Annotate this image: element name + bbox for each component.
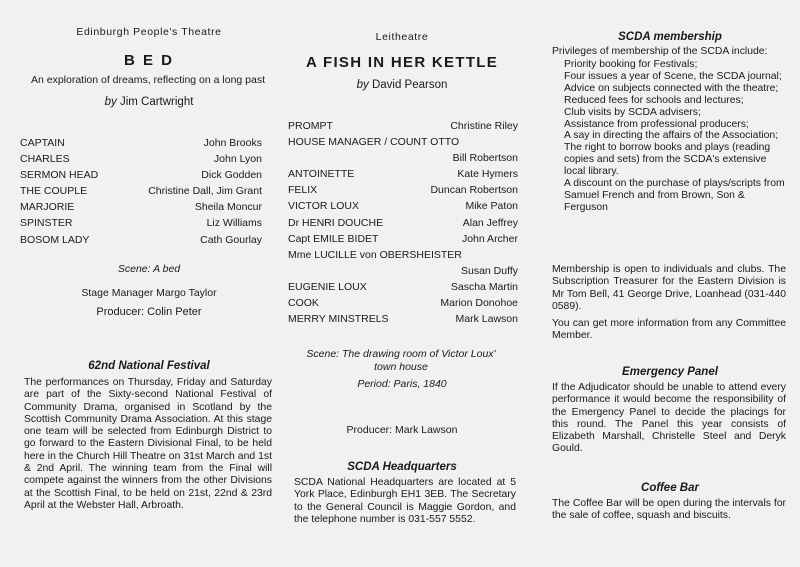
- cast-role: SPINSTER: [20, 217, 73, 230]
- cast-role: BOSOM LADY: [20, 233, 90, 246]
- privilege-item: A discount on the purchase of plays/scripts from Samuel French and from Brown, Son & Ferguson: [564, 178, 785, 213]
- cast-role: HOUSE MANAGER / COUNT OTTO: [288, 136, 460, 149]
- cast-row: [288, 134, 518, 150]
- cast-row: [288, 279, 518, 295]
- cast-actor: John Brooks: [203, 137, 262, 149]
- privilege-item: Four issues a year of Scene, the SCDA journal;: [564, 70, 782, 82]
- cast-list: [20, 135, 262, 248]
- cast-role: FELIX: [288, 184, 318, 197]
- membership-heading: SCDA membership: [618, 31, 722, 43]
- author-line: [18, 96, 280, 108]
- coffee-text: The Coffee Bar will be open during the intervals for the sale of coffee, squash and biscuits.: [552, 498, 786, 522]
- privilege-item: The right to borrow books and plays (reading copies and sets) from the SCDA's extensive local library.: [564, 142, 771, 178]
- theatre-name: Leitheatre: [375, 31, 429, 43]
- cast-actor: Duncan Robertson: [430, 184, 518, 197]
- play-title: A FISH IN HER KETTLE: [305, 54, 499, 71]
- cast-role: COOK: [288, 297, 319, 310]
- cast-row: [288, 118, 518, 134]
- cast-role: SERMON HEAD: [20, 169, 99, 182]
- privilege-item: Priority booking for Festivals;: [564, 59, 698, 70]
- cast-role: CHARLES: [20, 153, 70, 166]
- cast-role: EUGENIE LOUX: [288, 280, 367, 293]
- by-label: by: [104, 96, 117, 108]
- scene-line: Scene: The drawing room of Victor Loux' town house: [306, 348, 496, 373]
- cast-actor: Alan Jeffrey: [462, 216, 518, 229]
- cast-actor: Sascha Martin: [450, 280, 518, 293]
- membership-text: Membership is open to individuals and clubs. The Subscription Treasurer for the Eastern Division is Mr Tom Bell, 41 George Drive, Loanhead (031-440 0589).: [552, 264, 786, 312]
- cast-row: [288, 311, 518, 327]
- cast-actor: Marion Donohoe: [440, 297, 518, 310]
- cast-role: Capt EMILE BIDET: [288, 232, 379, 245]
- privilege-item: A say in directing the affairs of the Association;: [564, 130, 779, 142]
- cast-row: [288, 182, 518, 198]
- cast-role: MARJORIE: [20, 201, 75, 214]
- cast-actor: Christine Dall, Jim Grant: [148, 185, 262, 198]
- cast-list: [288, 118, 518, 327]
- cast-row: [20, 232, 262, 248]
- cast-actor: John Lyon: [213, 153, 262, 166]
- privileges-list: [552, 59, 788, 214]
- cast-role: MERRY MINSTRELS: [288, 313, 389, 326]
- emergency-heading: Emergency Panel: [622, 366, 718, 378]
- cast-row: [20, 151, 262, 167]
- membership-intro: Privileges of membership of the SCDA include:: [552, 46, 768, 57]
- cast-role: Mme LUCILLE von OBERSHEISTER: [288, 248, 462, 261]
- cast-actor: John Archer: [461, 232, 518, 245]
- cast-actor: Liz Williams: [206, 217, 262, 230]
- more-info-text: You can get more information from any Committee Member.: [552, 318, 786, 342]
- column-scda: [552, 0, 788, 567]
- producer-line: Producer: Colin Peter: [96, 306, 202, 318]
- column-bed: [18, 0, 280, 567]
- privilege-item: Reduced fees for schools and lectures;: [564, 94, 744, 106]
- cast-row: [20, 199, 262, 215]
- cast-row: [288, 215, 518, 231]
- cast-role: CAPTAIN: [20, 137, 65, 149]
- cast-actor: Susan Duffy: [460, 264, 518, 277]
- cast-row: [288, 231, 518, 247]
- author-name: Jim Cartwright: [119, 96, 194, 108]
- producer-line: Producer: Mark Lawson: [346, 424, 458, 436]
- cast-row: [288, 166, 518, 182]
- privilege-item: Advice on subjects connected with the theatre;: [564, 82, 779, 94]
- cast-actor: Cath Gourlay: [200, 233, 262, 246]
- author-name: David Pearson: [371, 79, 448, 91]
- cast-row: [288, 295, 518, 311]
- privilege-item: Club visits by SCDA advisers;: [564, 106, 701, 118]
- theatre-name: Edinburgh People's Theatre: [76, 26, 222, 38]
- cast-row: [288, 150, 518, 166]
- cast-actor: Christine Riley: [450, 120, 518, 132]
- cast-role: PROMPT: [288, 120, 333, 132]
- coffee-heading: Coffee Bar: [641, 482, 699, 494]
- privilege-item: Assistance from professional producers;: [564, 118, 749, 130]
- cast-actor: Mark Lawson: [455, 313, 518, 326]
- cast-row: [20, 167, 262, 183]
- emergency-text: If the Adjudicator should be unable to attend every performance it would become the responsibility of the Emergency Panel to decide the placings for this round. The Panel this year consists of Elizabeth Marshall, Christelle Steel and Deryk Gould.: [552, 382, 786, 455]
- cast-row: [20, 135, 262, 151]
- cast-actor: Sheila Moncur: [194, 201, 262, 214]
- author-line: [286, 79, 518, 91]
- cast-row: [288, 247, 518, 263]
- cast-row: [288, 198, 518, 214]
- period-line: Period: Paris, 1840: [357, 378, 447, 390]
- play-title: B E D: [123, 52, 174, 69]
- cast-role: Dr HENRI DOUCHE: [288, 216, 384, 229]
- cast-row: [20, 183, 262, 199]
- column-fish: [286, 0, 518, 567]
- cast-actor: Mike Paton: [465, 200, 518, 213]
- cast-actor: Bill Robertson: [452, 152, 518, 165]
- cast-role: ANTOINETTE: [288, 168, 355, 181]
- cast-actor: Dick Godden: [201, 169, 262, 182]
- by-label: by: [356, 79, 369, 91]
- cast-row: [288, 263, 518, 279]
- cast-role: THE COUPLE: [20, 185, 88, 198]
- cast-row: [20, 215, 262, 231]
- play-subtitle: An exploration of dreams, reflecting on a long past: [30, 74, 266, 86]
- hq-heading: SCDA Headquarters: [347, 461, 457, 473]
- hq-text: SCDA National Headquarters are located at 5 York Place, Edinburgh EH1 3EB. The Secretary to the General Council is Maggie Gordon, and the telephone number is 031-557 5552.: [294, 477, 516, 525]
- cast-actor: Kate Hymers: [457, 168, 518, 181]
- festival-heading: 62nd National Festival: [88, 360, 210, 372]
- festival-text: The performances on Thursday, Friday and Saturday are part of the Sixty-second National Festival of Community Drama, organised in Scotland by the Scottish Community Drama Association. At this stage one team will be selected from Edinburgh District to go forward to the Eastern Divisional Final, to be held here in the Church Hill Theatre on 31st March and 1st & 2nd April. The winning team from the Final will compete against the winners from the other Divisions at the Scottish Final, to be held on 21st, 22nd & 23rd April at the Webster Hall, Arbroath.: [24, 377, 272, 511]
- stage-manager-line: Stage Manager Margo Taylor: [81, 287, 217, 299]
- cast-role: VICTOR LOUX: [288, 200, 359, 213]
- scene-line: Scene: A bed: [117, 263, 181, 275]
